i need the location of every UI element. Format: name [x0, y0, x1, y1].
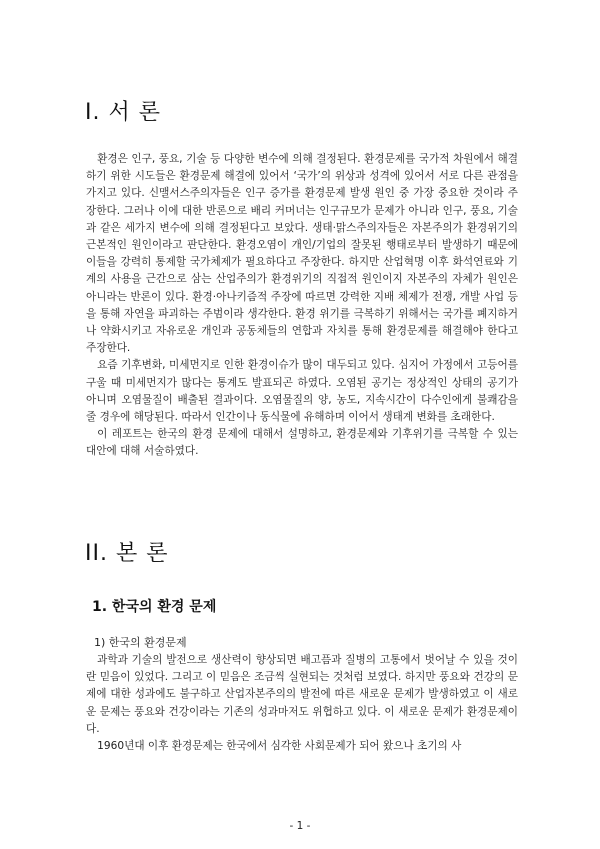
- intro-body: [86, 151, 518, 461]
- subsubsection-heading: 1) 한국의 환경문제: [94, 636, 187, 649]
- body-text: [86, 652, 518, 755]
- body-paragraph-2: 1960년대 이후 환경문제는 한국에서 심각한 사회문제가 되어 왔으나 초기의 사: [97, 740, 462, 753]
- page-number: - 1 -: [289, 820, 311, 832]
- intro-paragraph-2: 요즘 기후변화, 미세먼지로 인한 환경이슈가 많이 대두되고 있다. 심지어 가정에서 고등어를 구울 때 미세먼지가 많다는 통계도 발표되곤 하였다. 오염된 공기는 정상적인 상태의 공기가 아니며 오염물질이 배출된 결과이다. 오염물질의 양, 농도, 지속시간이 다수인에게 불쾌감을 줄 경우에 해당된다. 따라서 인간이나 동식물에 유해하며 이어서 생태계 변화를 초래한다.: [86, 359, 518, 424]
- intro-paragraph-3: 이 레포트는 한국의 환경 문제에 대해서 설명하고, 환경문제와 기후위기를 극복할 수 있는 대안에 대해 서술하였다.: [86, 428, 518, 458]
- body-heading: II. 본 론: [85, 541, 169, 566]
- intro-paragraph-1: 환경은 인구, 풍요, 기술 등 다양한 변수에 의해 결정된다. 환경문제를 국가적 차원에서 해결하기 위한 시도들은 환경문제 해결에 있어서 ‘국가’의 위상과 성격에 있어서 서로 다른 관점을 가지고 있다. 신맬서스주의자들은 인구 증가를 환경문제 발생 원인 중 가장 중요한 것이라 주장한다. 그러나 이에 대한 반론으로 배리 커머너는 인구규모가 문제가 아니라 인구, 풍요, 기술과 같은 세가지 변수에 의해 결정된다고 보았다. 생태·맑스주의자들은 자본주의가 환경위기의 근본적인 원인이라고 판단한다. 환경오염이 개인/기업의 잘못된 행태로부터 발생하기 때문에 이들을 강력히 통제할 국가체제가 필요하다고 주장한다. 하지만 산업혁명 이후 화석연료와 기계의 사용을 근간으로 삼는 산업주의가 환경위기의 직접적 원인이지 자본주의 자체가 원인은 아니라는 반론이 있다. 환경·아나키즘적 주장에 따르면 강력한 지배 체제가 전쟁, 개발 사업 등을 통해 자연을 파괴하는 주범이라 생각한다. 환경 위기를 극복하기 위해서는 국가를 폐지하거나 약화시키고 자유로운 개인과 공동체들의 연합과 자치를 통해 환경문제를 해결해야 한다고 주장한다.: [86, 153, 518, 355]
- body-paragraph-1: 과학과 기술의 발전으로 생산력이 향상되면 배고픔과 질병의 고통에서 벗어날 수 있을 것이란 믿음이 있었다. 그리고 이 믿음은 조금씩 실현되는 것처럼 보였다. 하지만 풍요와 건강의 문제에 대한 성과에도 불구하고 산업자본주의의 발전에 따른 새로운 문제가 발생하였고 이 새로운 문제는 풍요와 건강이라는 기존의 성과마저도 위협하고 있다. 이 새로운 문제가 환경문제이다.: [86, 654, 518, 735]
- subsection-heading: 1. 한국의 환경 문제: [92, 599, 217, 615]
- intro-heading: I. 서 론: [85, 100, 161, 125]
